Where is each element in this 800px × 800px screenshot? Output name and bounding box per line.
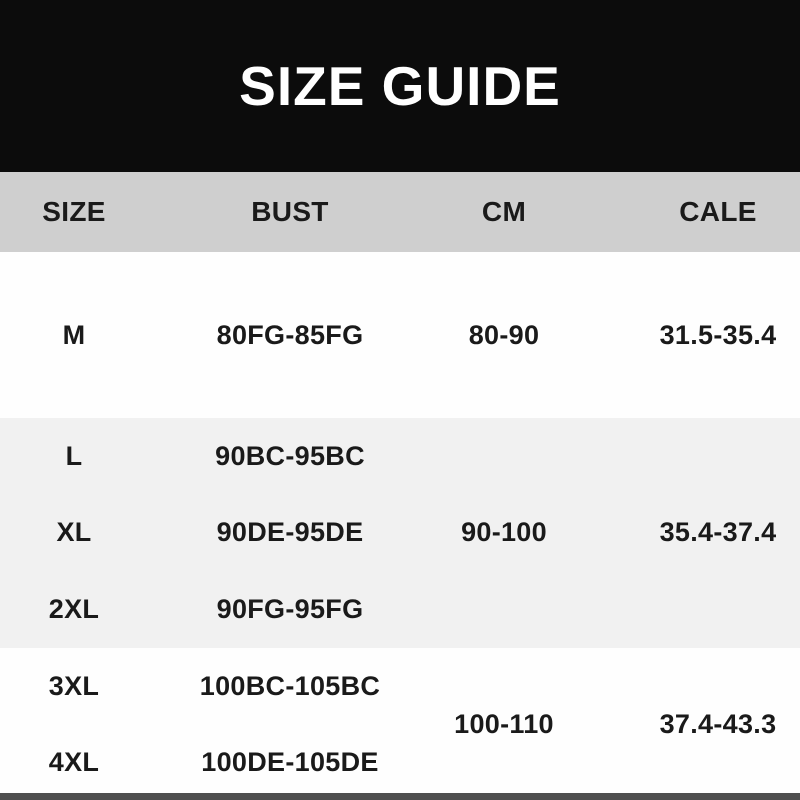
bottom-edge-strip bbox=[0, 793, 800, 800]
table-header-row bbox=[0, 172, 800, 252]
column-header-bust: BUST bbox=[251, 196, 329, 227]
size-cell: M bbox=[62, 319, 86, 350]
cale-cell-merged: 35.4-37.4 bbox=[659, 517, 777, 548]
size-cell: 2XL bbox=[48, 594, 100, 625]
cale-cell: 31.5-35.4 bbox=[659, 319, 777, 350]
size-cell: XL bbox=[56, 517, 92, 548]
column-header-cale: CALE bbox=[679, 196, 757, 227]
cm-cell: 80-90 bbox=[468, 319, 540, 350]
column-header-cm: CM bbox=[481, 196, 527, 227]
cm-cell-merged: 90-100 bbox=[461, 517, 547, 548]
bust-cell: 90BC-95BC bbox=[215, 440, 365, 471]
size-cell: 3XL bbox=[48, 670, 100, 701]
bust-cell: 90FG-95FG bbox=[216, 594, 364, 625]
cm-cell-merged: 100-110 bbox=[454, 708, 554, 739]
column-header-size: SIZE bbox=[42, 196, 106, 227]
bust-cell: 80FG-85FG bbox=[216, 319, 364, 350]
row-group-m bbox=[0, 252, 800, 418]
bust-cell: 100BC-105BC bbox=[199, 670, 381, 701]
bust-cell: 100DE-105DE bbox=[201, 746, 379, 777]
size-cell: 4XL bbox=[48, 746, 100, 777]
page-title: SIZE GUIDE bbox=[239, 55, 561, 117]
cale-cell-merged: 37.4-43.3 bbox=[659, 708, 777, 739]
title-banner bbox=[0, 0, 800, 172]
row-group-3xl-4xl bbox=[0, 648, 800, 800]
row-group-l-xl-2xl bbox=[0, 418, 800, 648]
bust-cell: 90DE-95DE bbox=[216, 517, 364, 548]
size-cell: L bbox=[65, 440, 83, 471]
